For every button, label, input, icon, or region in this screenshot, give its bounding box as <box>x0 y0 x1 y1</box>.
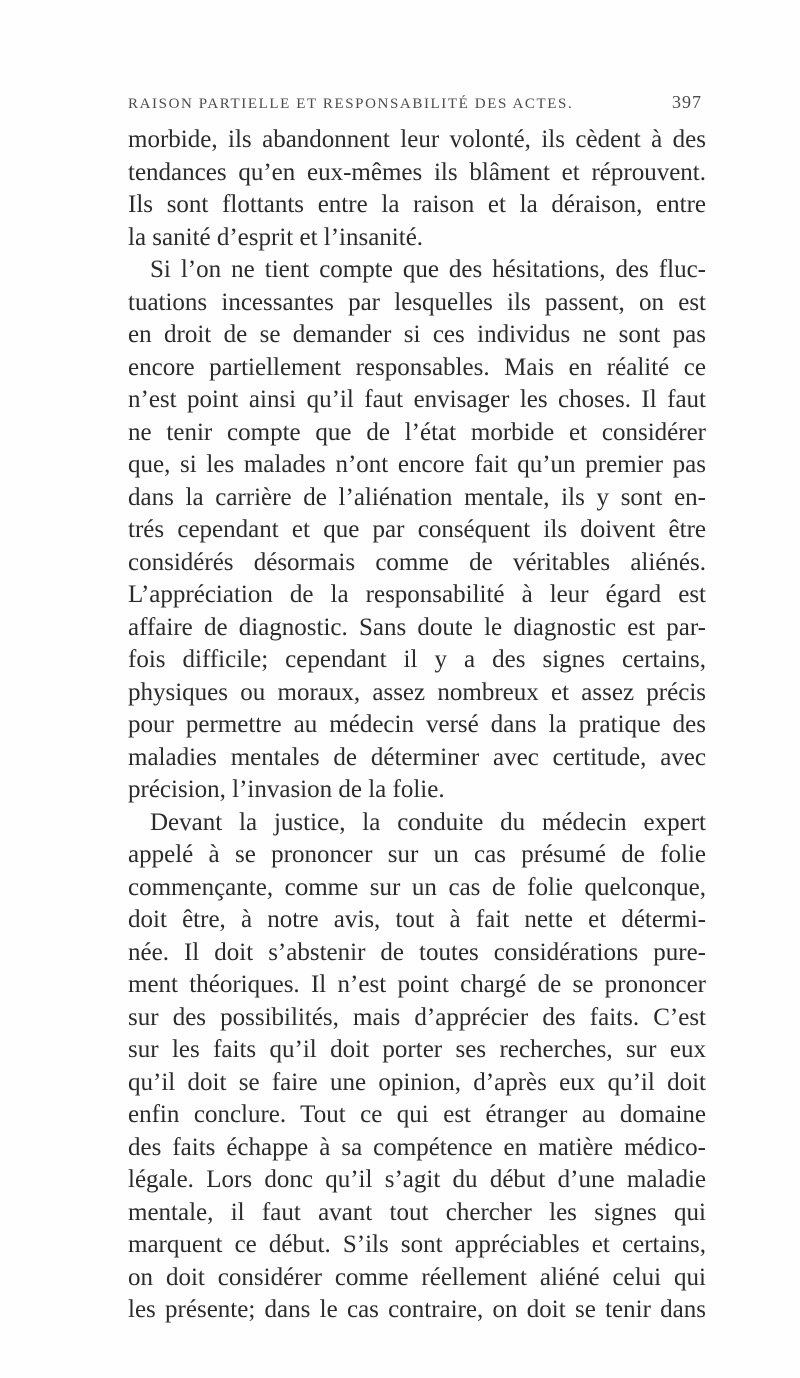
text-line: enfin conclure. Tout ce qui est étranger au domaine <box>128 1101 706 1128</box>
page-number: 397 <box>672 92 702 112</box>
text-line: maladies mentales de déterminer avec certitude, avec <box>128 743 706 771</box>
text-line: physiques ou moraux, assez nombreux et assez précis <box>128 678 706 706</box>
text-line: fois difficile; cependant il y a des signes certains, <box>128 646 706 673</box>
text-line: affaire de diagnostic. Sans doute le diagnostic est par- <box>128 613 706 641</box>
text-line: que, si les malades n’ont encore fait qu’un premier pas <box>128 451 706 478</box>
text-line: marquent ce début. S’ils sont appréciables et certains, <box>128 1231 706 1258</box>
text-line: commençante, comme sur un cas de folie quelconque, <box>128 873 706 901</box>
text-line: tendances qu’en eux-mêmes ils blâment et réprouvent. <box>128 158 706 186</box>
text-line: pour permettre au médecin versé dans la pratique des <box>128 711 706 738</box>
text-line: ne tenir compte que de l’état morbide et considérer <box>128 418 706 446</box>
text-line: n’est point ainsi qu’il faut envisager les choses. Il faut <box>128 386 706 413</box>
text-line: la sanité d’esprit et l’insanité. <box>128 223 424 251</box>
text-line: précision, l’invasion de la folie. <box>128 776 445 803</box>
text-line: appelé à se prononcer sur un cas présumé de folie <box>128 841 706 868</box>
text-line: les présente; dans le cas contraire, on doit se tenir dans <box>128 1296 706 1323</box>
text-line: sur les faits qu’il doit porter ses recherches, sur eux <box>128 1036 706 1063</box>
text-line: Si l’on ne tient compte que des hésitations, des fluc- <box>150 256 706 283</box>
running-title: RAISON PARTIELLE ET RESPONSABILITÉ DES ACTES. <box>128 96 574 112</box>
text-line: légale. Lors donc qu’il s’agit du début d’une maladie <box>128 1166 706 1193</box>
text-line: née. Il doit s’abstenir de toutes considérations pure- <box>128 938 706 966</box>
text-line: considérés désormais comme de véritables aliénés. <box>128 548 706 576</box>
text-line: sur des possibilités, mais d’apprécier des faits. C’est <box>128 1003 706 1031</box>
text-line: en droit de se demander si ces individus ne sont pas <box>128 321 706 348</box>
text-line: Ils sont flottants entre la raison et la déraison, entre <box>128 191 706 218</box>
body-text <box>128 124 706 1327</box>
text-line: on doit considérer comme réellement aliéné celui qui <box>128 1263 706 1291</box>
text-line: mentale, il faut avant tout chercher les signes qui <box>128 1198 706 1226</box>
text-line: des faits échappe à sa compétence en matière médico- <box>128 1133 706 1161</box>
text-line: doit être, à notre avis, tout à fait nette et détermi- <box>128 906 706 933</box>
text-line: L’appréciation de la responsabilité à leur égard est <box>128 581 706 608</box>
text-line: dans la carrière de l’aliénation mentale, ils y sont en- <box>128 483 706 511</box>
text-line: Devant la justice, la conduite du médecin expert <box>150 808 706 836</box>
text-line: qu’il doit se faire une opinion, d’après eux qu’il doit <box>128 1068 706 1096</box>
text-line: ment théoriques. Il n’est point chargé de se prononcer <box>128 971 706 998</box>
text-line: morbide, ils abandonnent leur volonté, ils cèdent à des <box>128 126 706 153</box>
running-header <box>128 92 702 116</box>
text-line: trés cependant et que par conséquent ils doivent être <box>128 516 706 543</box>
text-line: encore partiellement responsables. Mais en réalité ce <box>128 353 706 381</box>
text-line: tuations incessantes par lesquelles ils passent, on est <box>128 288 706 316</box>
